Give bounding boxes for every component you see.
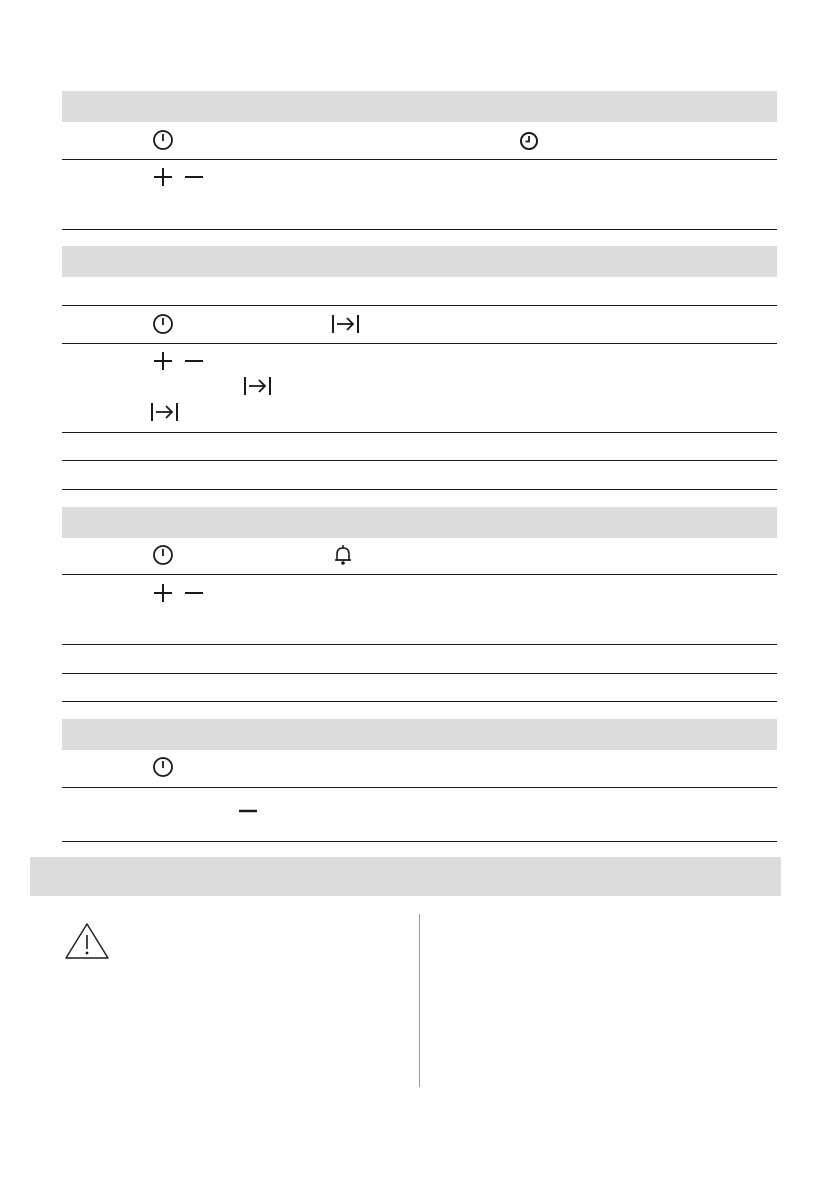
row-divider bbox=[62, 460, 777, 461]
section-5-header-band bbox=[30, 857, 781, 896]
row-divider bbox=[62, 787, 777, 788]
row-divider bbox=[62, 841, 777, 842]
section-4-header-band bbox=[62, 719, 777, 750]
plus-icon bbox=[152, 582, 174, 604]
minus-icon bbox=[183, 582, 205, 604]
bell-icon bbox=[333, 544, 353, 566]
section-3-header-band bbox=[62, 507, 777, 538]
end-arrow-icon bbox=[243, 376, 273, 396]
row-divider bbox=[62, 343, 777, 344]
row-divider bbox=[62, 673, 777, 674]
plus-icon bbox=[152, 350, 174, 372]
row-divider bbox=[62, 574, 777, 575]
row-divider bbox=[62, 229, 777, 230]
section-2-header-band bbox=[62, 246, 777, 277]
clock-icon bbox=[152, 544, 174, 566]
column-divider bbox=[419, 914, 420, 1087]
row-divider bbox=[62, 489, 777, 490]
clock-icon-small bbox=[519, 131, 539, 151]
row-divider bbox=[62, 159, 777, 160]
minus-icon bbox=[237, 800, 259, 822]
section-1-header-band bbox=[62, 91, 777, 122]
warning-triangle-icon bbox=[64, 922, 110, 960]
clock-icon bbox=[152, 129, 174, 151]
minus-icon bbox=[183, 350, 205, 372]
row-divider bbox=[62, 432, 777, 433]
end-arrow-icon bbox=[150, 402, 180, 422]
clock-icon bbox=[152, 313, 174, 335]
row-divider bbox=[62, 305, 777, 306]
end-arrow-icon bbox=[331, 314, 361, 334]
minus-icon bbox=[183, 166, 205, 188]
row-divider bbox=[62, 701, 777, 702]
plus-icon bbox=[152, 166, 174, 188]
row-divider bbox=[62, 644, 777, 645]
clock-icon bbox=[152, 756, 174, 778]
